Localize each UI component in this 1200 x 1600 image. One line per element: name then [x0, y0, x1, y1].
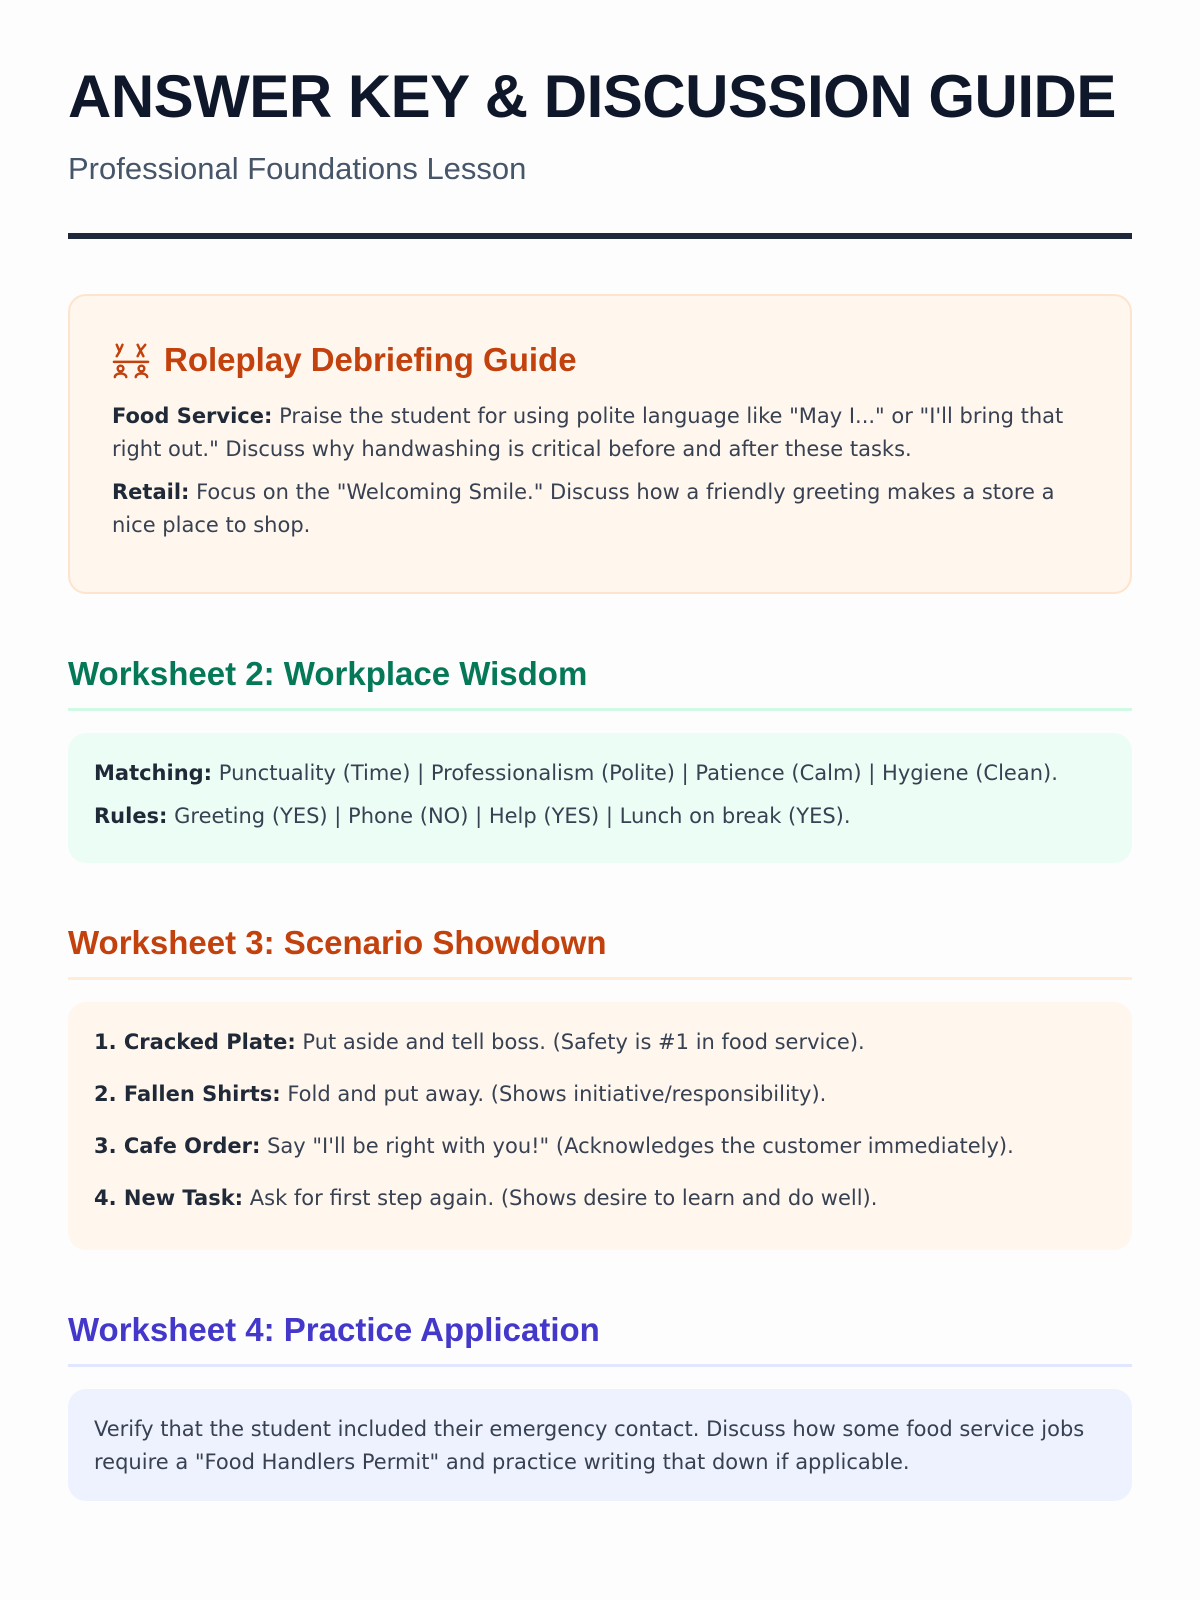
page-title: ANSWER KEY & DISCUSSION GUIDE	[68, 63, 1116, 130]
worksheet-2-title: Worksheet 2: Workplace Wisdom	[68, 652, 1132, 711]
debrief-title: Roleplay Debriefing Guide	[164, 341, 577, 378]
answer-matching	[94, 757, 1106, 790]
answer-text: Greeting (YES) | Phone (NO) | Help (YES) | Lunch on break (YES).	[167, 804, 851, 828]
debrief-item-text: Praise the student for using polite language like "May I..." or "I'll bring that right out." Discuss why handwashing is critical before and after these tasks.	[112, 404, 1064, 461]
answer-text: Punctuality (Time) | Professionalism (Polite) | Patience (Calm) | Hygiene (Clean).	[212, 761, 1058, 785]
answer-label: Matching:	[94, 761, 213, 785]
debrief-item-retail	[112, 476, 1090, 542]
scenario-label: 2. Fallen Shirts:	[94, 1082, 281, 1106]
debrief-header	[112, 338, 1090, 382]
worksheet-2-answers	[68, 733, 1132, 863]
scenario-answer	[94, 1130, 1106, 1163]
scenario-text: Ask for first step again. (Shows desire to learn and do well).	[243, 1186, 878, 1210]
answer-rules	[94, 800, 1106, 833]
debrief-item-label: Retail:	[112, 480, 190, 504]
debrief-item-food-service	[112, 400, 1090, 466]
people-chat-icon	[112, 341, 150, 379]
roleplay-debrief-card	[68, 294, 1132, 594]
scenario-text: Fold and put away. (Shows initiative/responsibility).	[280, 1082, 827, 1106]
scenario-answer	[94, 1026, 1106, 1059]
scenario-label: 3. Cafe Order:	[94, 1134, 261, 1158]
scenario-label: 4. New Task:	[94, 1186, 244, 1210]
debrief-item-text: Focus on the "Welcoming Smile." Discuss how a friendly greeting makes a store a nice place to shop.	[112, 480, 1055, 537]
scenario-answer	[94, 1182, 1106, 1215]
worksheet-3-title: Worksheet 3: Scenario Showdown	[68, 921, 1132, 980]
scenario-label: 1. Cracked Plate:	[94, 1030, 296, 1054]
worksheet-4-answers	[68, 1389, 1132, 1501]
worksheet-4-title: Worksheet 4: Practice Application	[68, 1308, 1132, 1367]
scenario-text: Put aside and tell boss. (Safety is #1 in food service).	[295, 1030, 865, 1054]
header-divider	[68, 233, 1132, 239]
debrief-item-label: Food Service:	[112, 404, 273, 428]
scenario-answer	[94, 1078, 1106, 1111]
practice-application-text: Verify that the student included their emergency contact. Discuss how some food service jobs require a "Food Handlers Permit" and practice writing that down if applicable.	[94, 1417, 1085, 1474]
worksheet-3-answers	[68, 1002, 1132, 1250]
page-subtitle: Professional Foundations Lesson	[68, 151, 527, 186]
answer-label: Rules:	[94, 804, 168, 828]
scenario-text: Say "I'll be right with you!" (Acknowledges the customer immediately).	[260, 1134, 1014, 1158]
